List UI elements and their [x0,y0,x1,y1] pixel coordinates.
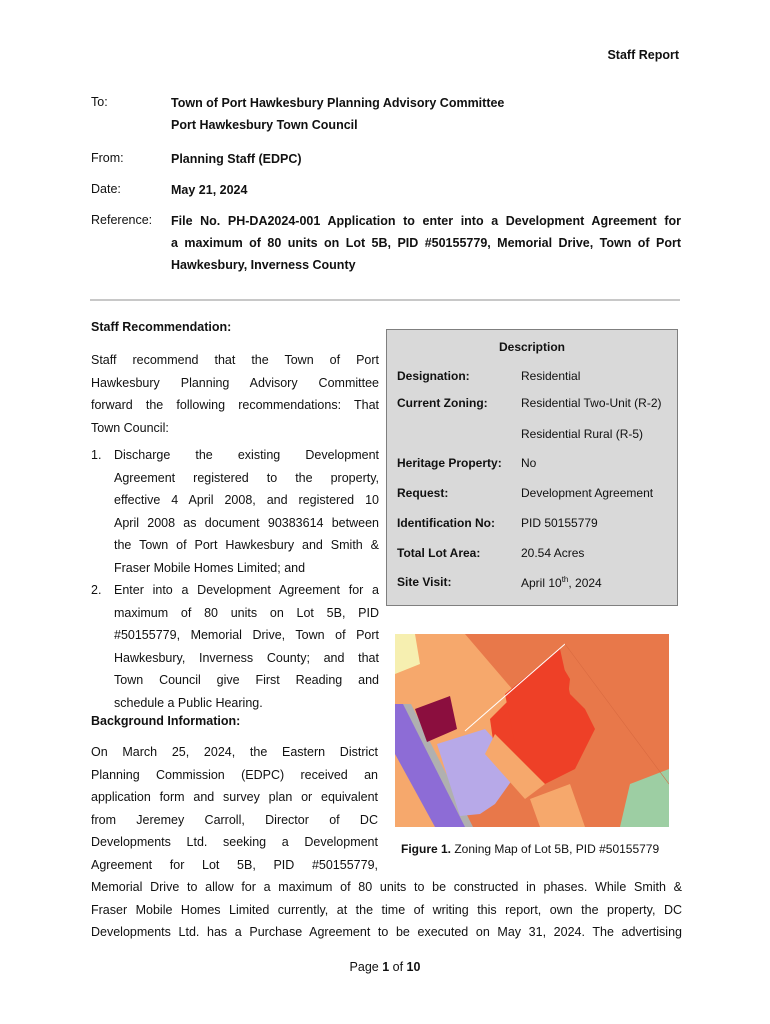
description-box [386,329,678,606]
zoning-value-1: Residential Two-Unit (R-2) [521,396,662,410]
lot-area-label: Total Lot Area: [397,546,481,560]
lot-area-value: 20.54 Acres [521,546,585,560]
page-footer: Page 1 of 10 [349,960,421,974]
background-line: Planning Commission (EDPC) received an [91,767,378,782]
background-line: Fraser Mobile Homes Limited currently, at the time of writing this report, own the property, DC [91,902,682,917]
list-line: Agreement registered to the property, [114,470,379,485]
background-line: from Jeremey Carroll, Director of DC [91,812,378,827]
list-number: 2. [91,583,102,597]
zoning-map-figure [395,634,669,827]
designation-value: Residential [521,369,581,383]
figure-caption [401,842,659,856]
intro-line: Staff recommend that the Town of Port [91,353,379,367]
from-value: Planning Staff (EDPC) [171,152,302,166]
identification-label: Identification No: [397,516,495,530]
designation-label: Designation: [397,369,470,383]
background-heading: Background Information: [91,714,241,728]
date-label: Date: [91,182,121,196]
intro-line: Hawkesbury Planning Advisory Committee [91,375,379,390]
recommendation-heading: Staff Recommendation: [91,320,232,334]
reference-line: Hawkesbury, Inverness County [171,258,356,272]
list-line: Fraser Mobile Homes Limited; and [114,560,306,575]
heritage-value: No [521,456,537,470]
header-divider [90,299,680,301]
list-number: 1. [91,448,102,462]
background-line: Developments Ltd. seeking a Development [91,835,378,849]
background-wide-paragraph [91,876,682,944]
recommendation-intro [91,349,379,439]
site-visit-label: Site Visit: [397,575,452,589]
list-line: Town Council give First Reading and [114,673,379,687]
list-line: maximum of 80 units on Lot 5B, PID [114,605,379,620]
list-line: Enter into a Development Agreement for a [114,583,379,597]
intro-line: Town Council: [91,420,169,435]
zoning-map-image [395,634,669,827]
from-label: From: [91,151,124,165]
page-total: 10 [406,960,421,974]
intro-line: forward the following recommendations: That [91,398,379,412]
description-title: Description [498,340,565,354]
background-line: Agreement for Lot 5B, PID #50155779, [91,857,378,872]
reference-line: a maximum of 80 units on Lot 5B, PID #50155779, Memorial Drive, Town of Port [171,236,681,250]
list-item [91,579,379,714]
list-line: effective 4 April 2008, and registered 10 [114,493,379,507]
reference-line: File No. PH-DA2024-001 Application to enter into a Development Agreement for [171,214,681,228]
to-label: To: [91,95,108,109]
list-line: Discharge the existing Development [114,448,379,462]
to-recipients [171,92,504,136]
reference-value [171,210,681,276]
identification-value: PID 50155779 [521,516,598,530]
background-line: Memorial Drive to allow for a maximum of 80 units to be constructed in phases. While Smith & [91,880,682,894]
list-line: #50155779, Memorial Drive, Town of Port [114,628,379,642]
recommendation-list [91,444,379,714]
list-item [91,444,379,579]
list-line: Hawkesbury, Inverness County; and that [114,650,379,665]
list-line: the Town of Port Hawkesbury and Smith & [114,538,379,552]
list-line: schedule a Public Hearing. [114,695,263,710]
to-recipient-2: Port Hawkesbury Town Council [171,118,358,132]
heritage-label: Heritage Property: [397,456,502,470]
background-narrow-paragraph [91,741,378,876]
background-line: On March 25, 2024, the Eastern District [91,745,378,759]
page-number: 1 [382,960,390,974]
zoning-label: Current Zoning: [397,396,488,410]
background-line: Developments Ltd. has a Purchase Agreement to be executed on May 31, 2024. The advertising [91,925,682,939]
report-type-label: Staff Report [607,48,679,62]
figure-caption-text: Zoning Map of Lot 5B, PID #50155779 [451,842,660,856]
request-label: Request: [397,486,449,500]
figure-caption-label: Figure 1. [401,842,452,856]
request-value: Development Agreement [521,486,654,500]
list-line: April 2008 as document 90383614 between [114,515,379,530]
site-visit-value: April 10th, 2024 [521,575,602,590]
date-value: May 21, 2024 [171,183,248,197]
zoning-value-2: Residential Rural (R-5) [521,427,644,441]
reference-label: Reference: [91,213,153,227]
background-line: application form and survey plan or equivalent [91,790,378,804]
to-recipient-1: Town of Port Hawkesbury Planning Advisory Committee [171,96,505,110]
